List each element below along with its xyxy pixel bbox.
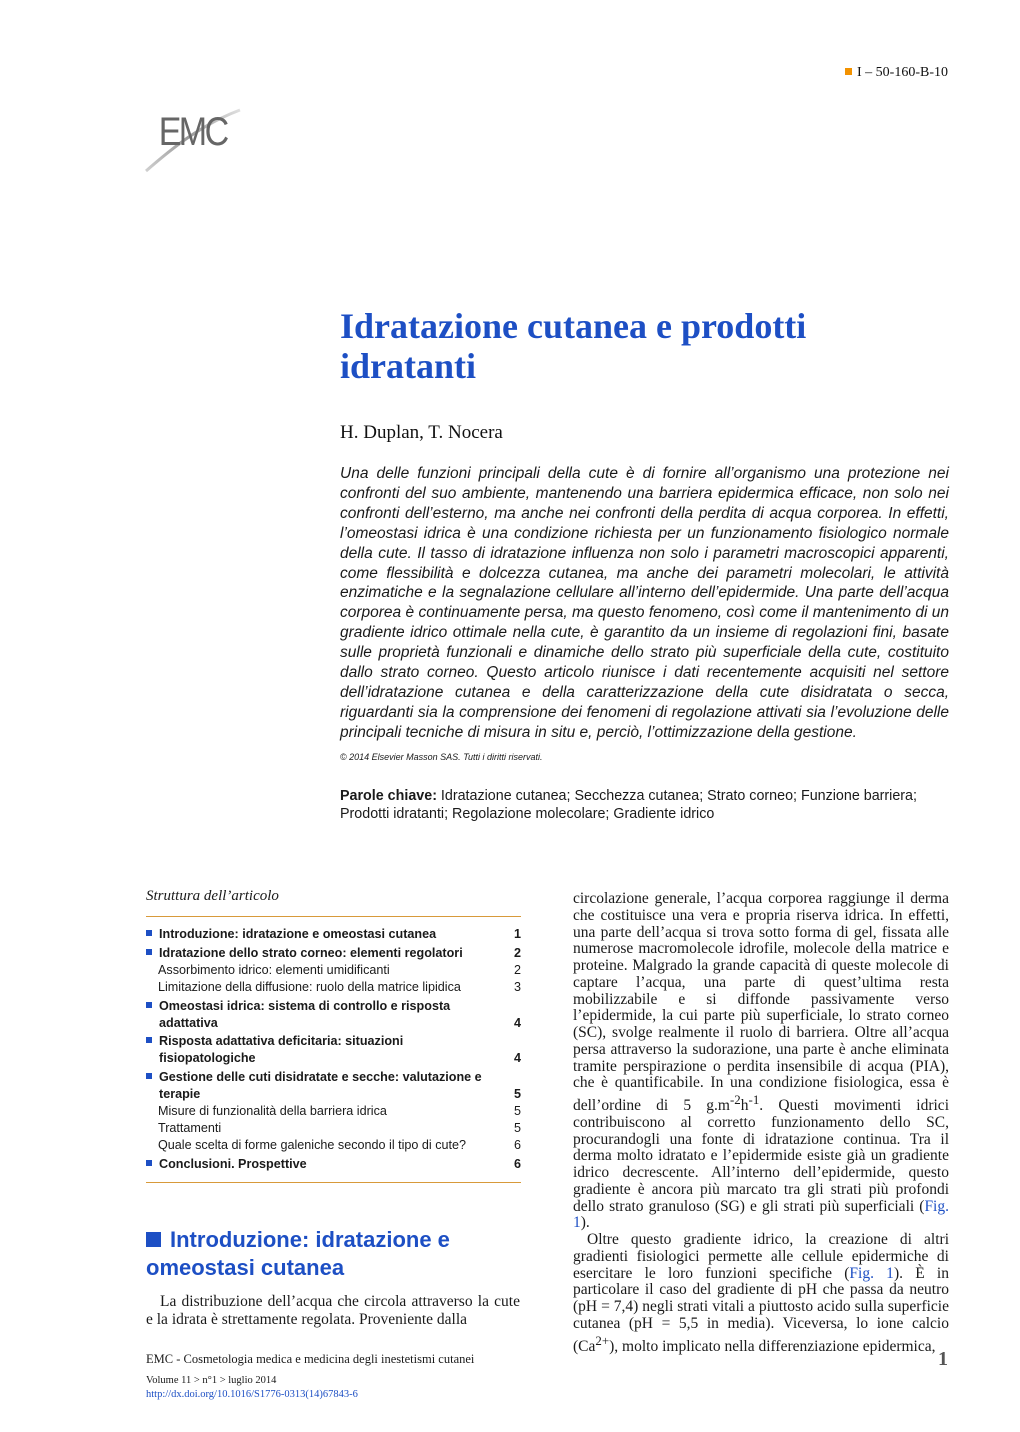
logo-text: EMC (158, 108, 227, 154)
toc-entry-page: 4 (513, 1051, 521, 1066)
article-title: Idratazione cutanea e prodotti idratanti (340, 306, 807, 386)
toc-entry-label: Omeostasi idrica: sistema di controllo e risposta adattativa (159, 998, 451, 1030)
toc-entry-page: 6 (513, 1137, 521, 1152)
toc-entry-label: Conclusioni. Prospettive (159, 1156, 307, 1171)
orange-square-icon (845, 68, 852, 75)
keywords-list: Idratazione cutanea; Secchezza cutanea; Strato corneo; Funzione barriera; Prodotti idratanti; Regolazione molecolare; Gradiente idrico (340, 788, 917, 822)
figure-link[interactable]: Fig. 1 (573, 1197, 949, 1232)
emc-logo (140, 95, 250, 175)
doi-link[interactable]: http://dx.doi.org/10.1016/S1776-0313(14)67843-6 (146, 1389, 358, 1400)
intro-paragraph-left: La distribuzione dell’acqua che circola attraverso la cute e la idrata è strettamente regolata. Proveniente dalla (146, 1293, 520, 1328)
keywords-label: Parole chiave: (340, 788, 437, 804)
toc-entry-label: Misure di funzionalità della barriera idrica (158, 1104, 387, 1119)
paragraph-2: Oltre questo gradiente idrico, la creazione di altri gradienti fisiologici permette alle cellule epidermiche di esercitare le loro funzioni specifiche (Fig. 1). È in particolare il caso del gradiente di pH che passa da neutro (pH = 7,4) negli strati vitali a piuttosto acido sulla superficie cutanea (pH = 5,5 in media). Viceversa, lo ione calcio $(Ca^{2+})$, molto implicato nella differenziazione epidermica, (573, 1231, 949, 1355)
toc-entry[interactable] (146, 1103, 521, 1120)
toc-entry[interactable] (146, 979, 521, 996)
toc-entry-label: Quale scelta di forme galeniche secondo il tipo di cute? (158, 1137, 467, 1152)
toc-entry-page: 3 (513, 979, 521, 994)
toc-entry-label: Gestione delle cuti disidratate e secche: valutazione e terapie (159, 1070, 482, 1102)
page-number: 1 (938, 1348, 948, 1370)
toc-entry-page: 2 (513, 945, 521, 960)
abstract: Una delle funzioni principali della cute è di fornire all’organismo una protezione nei confronti del suo ambiente, mantenendo una barriera epidermica efficace, non solo nei confronti dell’esterno, ma anche nei confronti della perdita di acqua corporea. In effetti, l’omeostasi idrica è una condizione richiesta per un funzionamento fisiologico normale della cute. Il tasso di idratazione influenza non solo i parametri macroscopici apparenti, come flessibilità e dolcezza cutanea, ma anche dei parametri molecolari, le attività enzimatiche e la segnalazione cellulare all’interno dell’epidermide. Una parte dell’acqua corporea è continuamente persa, ma questo fenomeno, così come il mantenimento di un gradiente idrico ottimale nella cute, è garantito da un insieme di regolazioni fini, basate sulle proprietà funzionali e dinamiche dello strato più superficiale della cute, costituito dallo strato corneo. Questo articolo riunisce i dati recentemente acquisiti nel settore dell’idratazione cutanea e della caratterizzazione della cute disidratata o secca, riguardanti sia la comprensione dei fenomeni di regolazione attivati sia l’evoluzione delle principali tecniche di misura in situ e, perciò, l’ottimizzazione della gestione. (340, 465, 949, 741)
toc-entry-page: 4 (513, 1015, 521, 1030)
bullet-square-icon (146, 930, 152, 936)
toc-divider (146, 1182, 521, 1183)
bullet-square-icon (146, 949, 152, 955)
toc-entry[interactable] (146, 1033, 521, 1067)
toc-entry[interactable] (146, 1156, 521, 1173)
toc-entry[interactable] (146, 945, 521, 962)
toc-entry[interactable] (146, 1120, 521, 1137)
toc-entry[interactable] (146, 1069, 521, 1103)
toc-entry[interactable] (146, 1137, 521, 1154)
blue-square-icon (146, 1232, 161, 1247)
toc-entry[interactable] (146, 926, 521, 943)
toc-entry[interactable] (146, 998, 521, 1032)
toc-entry-label: Limitazione della diffusione: ruolo della matrice lipidica (158, 979, 461, 994)
toc-entry-page: 5 (513, 1104, 521, 1119)
toc-entry-label: Assorbimento idrico: elementi umidificanti (158, 962, 390, 977)
toc-entry-label: Risposta adattativa deficitaria: situazioni fisiopatologiche (159, 1034, 404, 1066)
reference-code: I – 50-160-B-10 (845, 65, 948, 81)
copyright: © 2014 Elsevier Masson SAS. Tutti i diritti riservati. (340, 752, 543, 762)
toc-entry[interactable] (146, 962, 521, 979)
bullet-square-icon (146, 1002, 152, 1008)
toc-title: Struttura dell’articolo (146, 888, 279, 904)
figure-link[interactable]: Fig. 1 (849, 1264, 894, 1282)
bullet-square-icon (146, 1037, 152, 1043)
bullet-square-icon (146, 1073, 152, 1079)
toc-entry-label: Introduzione: idratazione e omeostasi cutanea (159, 927, 437, 941)
authors: H. Duplan, T. Nocera (340, 422, 503, 443)
toc-entry-page: 1 (513, 927, 521, 941)
toc-entry-page: 5 (513, 1120, 521, 1135)
journal-name: EMC - Cosmetologia medica e medicina degli inestetismi cutanei (146, 1352, 475, 1366)
toc-entry-label: Trattamenti (158, 1120, 222, 1135)
toc-entry-page: 6 (513, 1156, 521, 1171)
paragraph-1: circolazione generale, l’acqua corporea raggiunge il derma che costituisce una vera e propria riserva idrica. In effetti, una parte dell’acqua si trova sotto forma di gel, fissata alle numerose macromolecole idrofile, molecole della matrice e proteine. Malgrado la grande capacità di queste molecole di captare l’acqua, una parte di quest’ultima resta mobilizzabile e si diffonde passivamente verso l’epidermide, la cui parte più superficiale, lo strato corneo (SC), svolge realmente il ruolo di barriera. Oltre all’acqua persa attraverso la sudorazione, una parte è anche eliminata tramite perspirazione o perdita insensibile di acqua (PIA), che è quantificabile. In una condizione fisiologica, essa è dell’ordine di 5 $g.m^{-2}h^{-1}$. Questi movimenti idrici contribuiscono al corretto funzionamento dello SC, procurandogli una fonte di idratazione continua. Tra il derma molto idratato e l’epidermide esiste già un gradiente idrico decrescente. All’interno dell’epidermide, questo gradiente è ancora più marcato tra gli strati più profondi dello strato granuloso (SG) e gli strati più superficiali (Fig. 1). (573, 890, 949, 1232)
keywords (340, 787, 949, 823)
section-heading: Introduzione: idratazione e omeostasi cutanea (146, 1227, 450, 1280)
toc-entry-label: Idratazione dello strato corneo: elementi regolatori (159, 945, 463, 960)
table-of-contents (146, 888, 521, 1183)
toc-divider (146, 916, 521, 917)
toc-entry-page: 5 (513, 1087, 521, 1102)
volume-info: Volume 11 > n°1 > luglio 2014 (146, 1375, 277, 1386)
right-column-text (573, 891, 949, 1356)
bullet-square-icon (146, 1160, 152, 1166)
toc-list (146, 926, 521, 1173)
toc-entry-page: 2 (513, 962, 521, 977)
